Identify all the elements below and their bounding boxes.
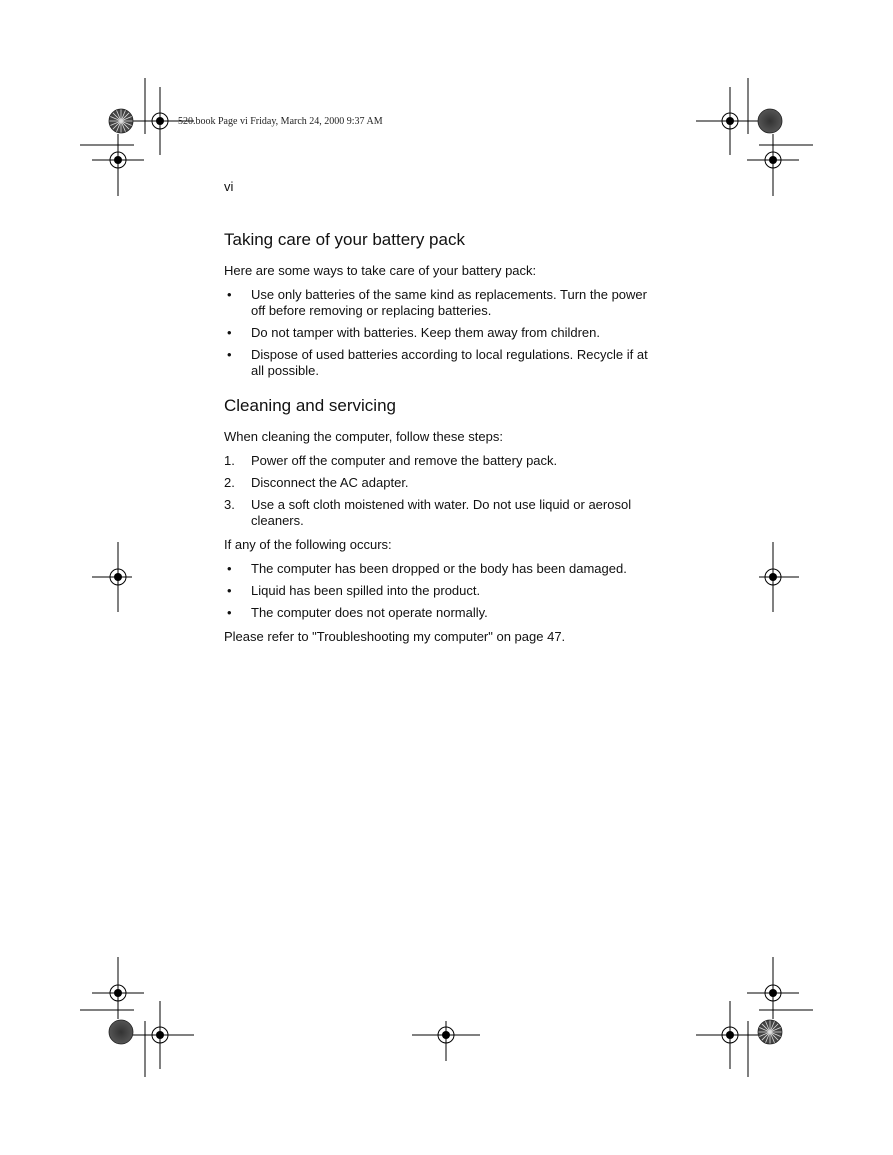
list-item [224,453,664,469]
cleaning-steps-list [224,453,664,529]
troubleshooting-reference: Please refer to "Troubleshooting my computer" on page 47. [224,629,566,644]
bullet-marker: • [227,583,232,598]
list-item-text: Liquid has been spilled into the product. [251,583,481,598]
list-item-text: Power off the computer and remove the battery pack. [251,453,558,468]
section-heading-battery: Taking care of your battery pack [224,230,465,249]
list-item [224,325,664,341]
registration-target-icon [92,542,132,612]
page-content [224,228,664,653]
list-item-text: Use a soft cloth moistened with water. Do not use liquid or aerosol cleaners. [251,497,632,528]
cleaning-intro: When cleaning the computer, follow these steps: [224,429,503,444]
list-item [224,475,664,491]
step-number: 2. [224,475,235,490]
print-slug: 520.book Page vi Friday, March 24, 2000 9:37 AM [178,116,383,127]
color-target-icon [109,1020,133,1044]
list-item [224,287,664,319]
battery-intro: Here are some ways to take care of your battery pack: [224,263,537,278]
registration-target-icon [747,134,799,196]
list-item-text: Use only batteries of the same kind as replacements. Turn the power off before removing or replacing batteries. [251,287,647,318]
list-item [224,605,664,621]
list-item-text: Do not tamper with batteries. Keep them away from children. [251,325,600,340]
bullet-marker: • [227,605,232,620]
step-number: 1. [224,453,235,468]
registration-target-icon [126,1001,194,1069]
starburst-target-icon [109,109,133,133]
bullet-marker: • [227,561,232,576]
list-item [224,583,664,599]
list-item [224,497,664,529]
bullet-marker: • [227,287,232,302]
registration-target-icon [759,542,799,612]
registration-target-icon [696,87,764,155]
bullet-marker: • [227,347,232,362]
starburst-target-icon [758,1020,782,1044]
color-target-icon [758,109,782,133]
list-item-text: Dispose of used batteries according to local regulations. Recycle if at all possible. [251,347,648,378]
list-item [224,347,664,379]
registration-target-icon [696,1001,764,1069]
page-number: vi [224,179,234,194]
bullet-marker: • [227,325,232,340]
battery-bullet-list [224,287,664,379]
list-item-text: Disconnect the AC adapter. [251,475,409,490]
occurs-intro: If any of the following occurs: [224,537,392,552]
section-heading-cleaning: Cleaning and servicing [224,396,396,415]
registration-target-icon [92,134,144,196]
list-item [224,561,664,577]
list-item-text: The computer has been dropped or the body has been damaged. [251,561,627,576]
registration-target-icon [412,1021,480,1061]
step-number: 3. [224,497,235,512]
list-item-text: The computer does not operate normally. [251,605,488,620]
occurs-bullet-list [224,561,664,621]
